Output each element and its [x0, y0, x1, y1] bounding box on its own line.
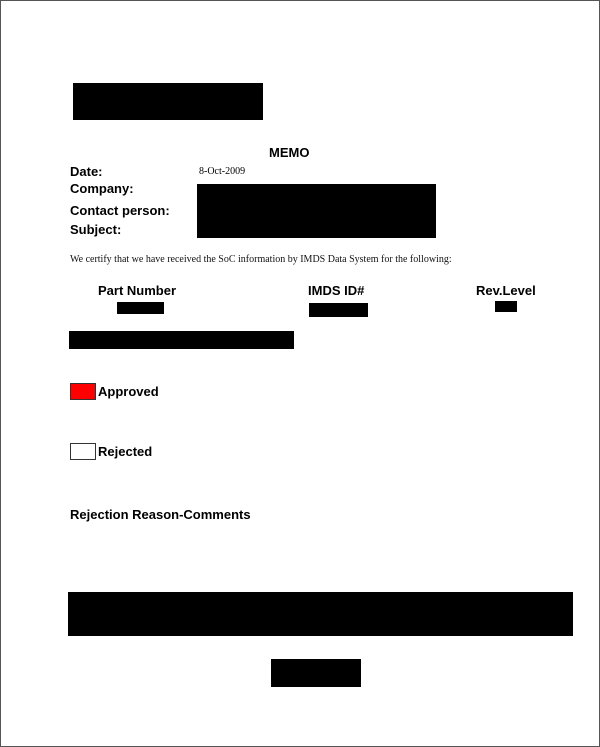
redacted-footer-block — [68, 592, 573, 636]
column-rev-level: Rev.Level — [476, 283, 536, 298]
redacted-part-number — [117, 302, 164, 314]
redacted-line — [69, 331, 294, 349]
rejection-heading: Rejection Reason-Comments — [70, 507, 251, 522]
redacted-imds-id — [309, 303, 368, 317]
rejected-checkbox[interactable] — [70, 443, 96, 460]
company-label: Company: — [70, 181, 134, 196]
approved-label: Approved — [98, 384, 159, 399]
subject-label: Subject: — [70, 222, 122, 237]
approved-checkbox[interactable] — [70, 383, 96, 400]
certification-text: We certify that we have received the SoC information by IMDS Data System for the following: — [70, 254, 452, 265]
redacted-rev-level — [495, 301, 517, 312]
date-label: Date: — [70, 164, 103, 179]
rejected-label: Rejected — [98, 444, 153, 459]
column-imds-id: IMDS ID# — [308, 283, 365, 298]
contact-person-label: Contact person: — [70, 203, 170, 218]
redacted-header-block — [73, 83, 263, 120]
date-value: 8-Oct-2009 — [199, 166, 246, 177]
column-part-number: Part Number — [98, 283, 177, 298]
redacted-signature-block — [271, 659, 361, 687]
redacted-company-details — [197, 184, 436, 238]
memo-title: MEMO — [269, 145, 310, 160]
